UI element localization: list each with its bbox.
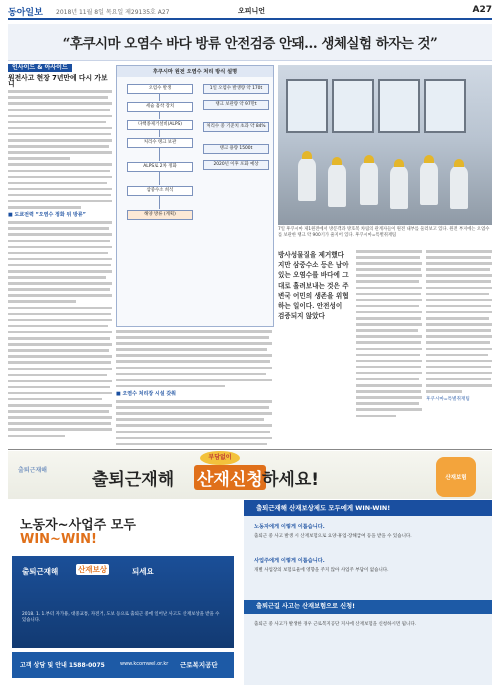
column-4 [426,250,492,446]
ad-chip: 출퇴근재해 [22,567,59,576]
column-3 [356,250,422,446]
issue-info: 2018년 11월 8일 목요일 제29135호 A27 [56,9,170,16]
subhead: ■ 도쿄전력 “오염수 정화 뒤 방류” [8,212,86,219]
body-text-block [8,221,112,437]
ad-item: 사업주에게 이렇게 이롭습니다. [254,558,325,564]
diagram-note: 탱크 보관량 약 97만t [203,100,269,110]
article-photo [278,65,492,225]
ad-chip: 되세요 [132,567,154,576]
page-header [8,4,492,20]
ad-title-part3: 하세요! [262,470,320,490]
diagram-step: 다핵종제거설비(ALPS) [127,120,193,130]
ad-panel-description: 2018. 1. 1.부터 자가용, 대중교통, 자전거, 도보 등으로 출퇴근 중에 일어난 사고도 산재보상을 받을 수 있습니다. [22,612,220,623]
photo-caption: 7일 후쿠시마 제1원전에서 방문객과 방호복 차림의 관계자들이 원전 내부를 둘러보고 있다. 원전 부지에는 오염수를 보관한 탱크 약 900기가 줄지어 있다. 후쿠시마=특별취재팀 [278,227,490,238]
process-diagram [116,65,274,327]
diagram-note: 탱크 용량 1500t [203,144,269,154]
page-headline: “후쿠시마 오염수 바다 방류 안전검증 안돼… 생체실험 하자는 것” [8,24,492,61]
article-title: 원전사고 현장 7년만에 다시 가보니 [8,74,108,89]
body-text-block [116,330,272,387]
ad-heading: 노동자~사업주 모두 [20,518,136,533]
ad-title-part2: 산재신청 [194,465,266,490]
diagram-step: 세슘 흡착 장치 [127,102,193,112]
ad-divider [8,449,492,450]
body-text-block [8,90,112,208]
ad-organization: 근로복지공단 [180,661,218,669]
ad-left-panel [8,500,238,685]
ad-burst: 부담없이 [200,451,240,465]
ad-title-part1: 출퇴근재해 [92,470,175,490]
ad-footer [12,652,234,678]
ad-item: 출퇴근 중 사고가 발생한 경우 근로복지공단 지사에 산재보험을 신청하시면 됩니다. [254,622,417,627]
byline: 후쿠시마=특별취재팀 [426,396,470,402]
body-text-block [426,250,492,393]
diagram-step: 처리수 탱크 보관 [127,138,193,148]
diagram-step: 오염수 발생 [127,84,193,94]
diagram-title: 후쿠시마 원전 오염수 처리 방식 설명 [117,66,273,77]
ad-item: 노동자에게 이렇게 이롭습니다. [254,524,325,530]
page-number: A27 [472,5,492,15]
newspaper-logo: 동아일보 [8,8,43,18]
diagram-step: 해양 방류 (계획) [127,210,193,220]
body-text-block [116,400,272,445]
ad-chip-highlight: 산재보상 [78,565,107,574]
ad-badge: 산재보험 [436,457,476,497]
ad-item: 출퇴근 중 사고 발생 시 산재보험으로 요양·휴업·장해급여 등을 받을 수 있습니다. [254,534,412,539]
diagram-note: 2020년 이후 포화 예상 [203,160,269,170]
pull-quote [278,250,350,321]
ad-right-banner-2: 출퇴근길 사고는 산재보험으로 신청! [244,600,492,614]
ad-right-banner: 출퇴근재해 산재보상제도 모두에게 WIN-WIN! [244,500,492,516]
pull-quote-text: 방사성물질을 제거했다지만 삼중수소 등은 남아 있는 오염수를 바다에 그대로 흘려보내는 것은 주변국 어민의 생존을 위협하는 일이다. 안전성이 검증되지 않았다 [278,251,349,321]
ad-top-label: 출퇴근재해 [18,467,47,474]
ad-heading-accent: WIN~WIN! [20,532,97,547]
column-2 [116,330,272,445]
section-name: 오피니언 [238,7,266,15]
subhead: ■ 오염수 처리장 시설 갖춰 [116,390,176,397]
diagram-step: 삼중수소 희석 [127,186,193,196]
diagram-note: 1일 오염수 발생량 약 170t [203,84,269,94]
ad-item: 개별 사업장의 보험료율에 영향을 주지 않아 사업주 부담이 없습니다. [254,568,389,573]
diagram-step: ALPS로 2차 정화 [127,162,193,172]
diagram-note: 처리수 중 기준치 초과 약 84% [203,122,269,132]
series-tag: 인사이드 & 아사이드 [8,64,72,72]
body-text-block [356,250,422,417]
ad-phone: 고객 상담 및 안내 1588-0075 [20,662,105,669]
ad-url[interactable]: www.kcomwel.or.kr [120,661,169,667]
ad-right-panel [244,500,492,685]
column-1 [8,64,112,442]
ad-banner-top [8,451,492,499]
